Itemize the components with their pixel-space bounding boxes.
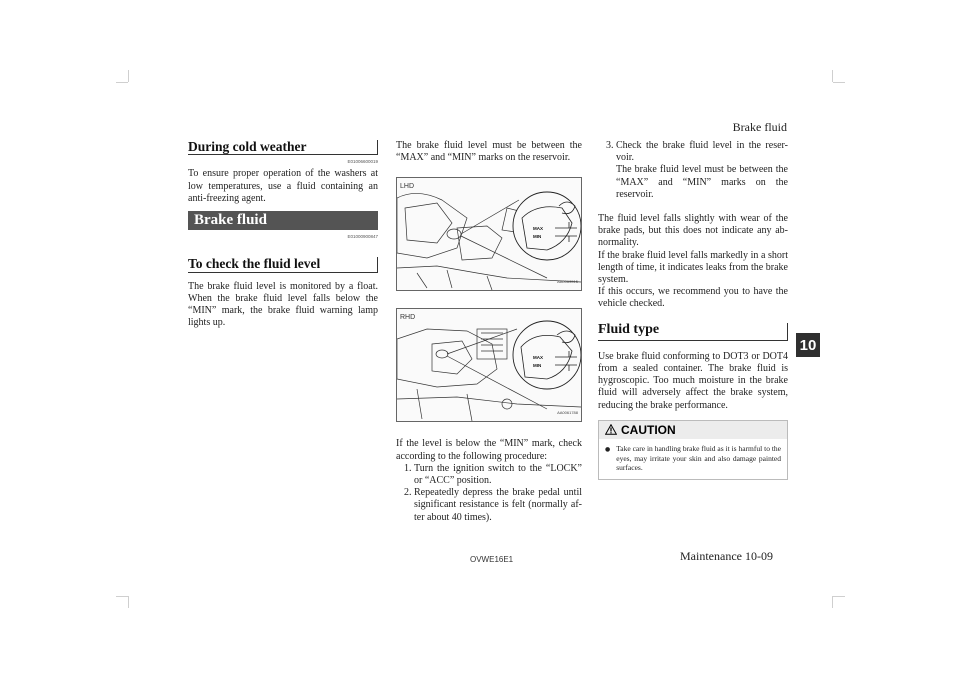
procedure-list xyxy=(396,463,582,524)
section-code: E01000900847 xyxy=(347,234,378,240)
crop-mark xyxy=(832,596,833,608)
caution-body xyxy=(599,439,787,479)
figure-code: AA0063515 xyxy=(557,279,578,285)
section-heading-check-level xyxy=(188,257,378,272)
crop-mark xyxy=(116,596,128,597)
procedure-step: 1. Turn the ignition switch to the “LOCK” or “ACC” position. xyxy=(414,463,582,487)
engine-bay-illustration xyxy=(397,178,581,290)
section-heading-fluid-type xyxy=(598,323,788,341)
bullet-icon: ● xyxy=(605,446,611,454)
caution-header xyxy=(599,421,787,439)
section-heading-cold-weather xyxy=(188,140,378,155)
heading-text: During cold weather xyxy=(188,139,307,154)
running-header: Brake fluid xyxy=(732,120,787,134)
paragraph: The brake fluid level is monitored by a float. When the brake fluid level falls below the “MIN” mark, the brake fluid warning lamp lights up. xyxy=(188,280,378,329)
figure-lhd-reservoir xyxy=(396,177,582,291)
caution-text: Take care in handling brake fluid as it is harmful to the eyes, may irritate your skin and also damage painted surfaces. xyxy=(616,444,781,473)
paragraph: If this occurs, we recommend you to have the vehicle checked. xyxy=(598,286,788,310)
paragraph: Use brake fluid conforming to DOT3 or DOT4 from a sealed container. The brake fluid is hygroscopic. Too much moisture in the brake fluid will adversely affect the brake system, reducing the brake performance. xyxy=(598,350,788,411)
step-text: Check the brake fluid level in the reser-voir. xyxy=(616,140,788,164)
crop-mark xyxy=(116,82,128,83)
crop-mark xyxy=(833,82,845,83)
caution-box xyxy=(598,420,788,480)
page-number: 10-09 xyxy=(745,549,773,563)
caution-title: CAUTION xyxy=(621,422,676,437)
column-left xyxy=(188,140,378,329)
procedure-step xyxy=(616,140,788,201)
paragraph: If the level is below the “MIN” mark, check according to the following procedure: xyxy=(396,438,582,462)
engine-bay-illustration xyxy=(397,309,581,421)
paragraph: If the brake fluid level falls markedly in a short length of time, it indicates leaks from the brake system. xyxy=(598,249,788,286)
crop-mark xyxy=(833,596,845,597)
paragraph: To ensure proper operation of the washers at low temperatures, use a fluid containing an anti-freezing agent. xyxy=(188,168,378,204)
heading-text: To check the fluid level xyxy=(188,256,321,272)
min-mark-label: MIN xyxy=(533,234,542,240)
crop-mark xyxy=(128,596,129,608)
paragraph: The fluid level falls slightly with wear of the brake pads, but this does not indicate any ab-normality. xyxy=(598,213,788,249)
heading-text: Fluid type xyxy=(598,321,660,337)
paragraph: The brake fluid level must be between the “MAX” and “MIN” marks on the reservoir. xyxy=(396,140,582,164)
crop-mark xyxy=(128,70,129,82)
min-mark-label: MIN xyxy=(533,363,542,369)
warning-triangle-icon xyxy=(605,424,617,435)
figure-label: LHD xyxy=(400,183,415,191)
footer-code: OVWE16E1 xyxy=(470,555,514,564)
figure-code: AA0061788 xyxy=(557,410,578,416)
step-text: The brake fluid level must be between the “MAX” and “MIN” marks on the reservoir. xyxy=(616,164,788,200)
max-mark-label: MAX xyxy=(533,355,543,361)
crop-mark xyxy=(832,70,833,82)
figure-rhd-reservoir xyxy=(396,308,582,422)
procedure-step: 2. Repeatedly depress the brake pedal until significant resistance is felt (normally af-ter about 40 times). xyxy=(414,487,582,524)
chapter-tab: 10 xyxy=(796,333,820,357)
procedure-list-continued xyxy=(598,140,788,201)
chapter-heading-brake-fluid: Brake fluid xyxy=(188,211,378,230)
column-right xyxy=(598,140,788,480)
footer-section: Maintenance xyxy=(680,549,742,563)
max-mark-label: MAX xyxy=(533,226,543,232)
section-code: E01006600019 xyxy=(347,159,378,165)
column-middle xyxy=(396,140,582,524)
figure-label: RHD xyxy=(400,314,416,322)
